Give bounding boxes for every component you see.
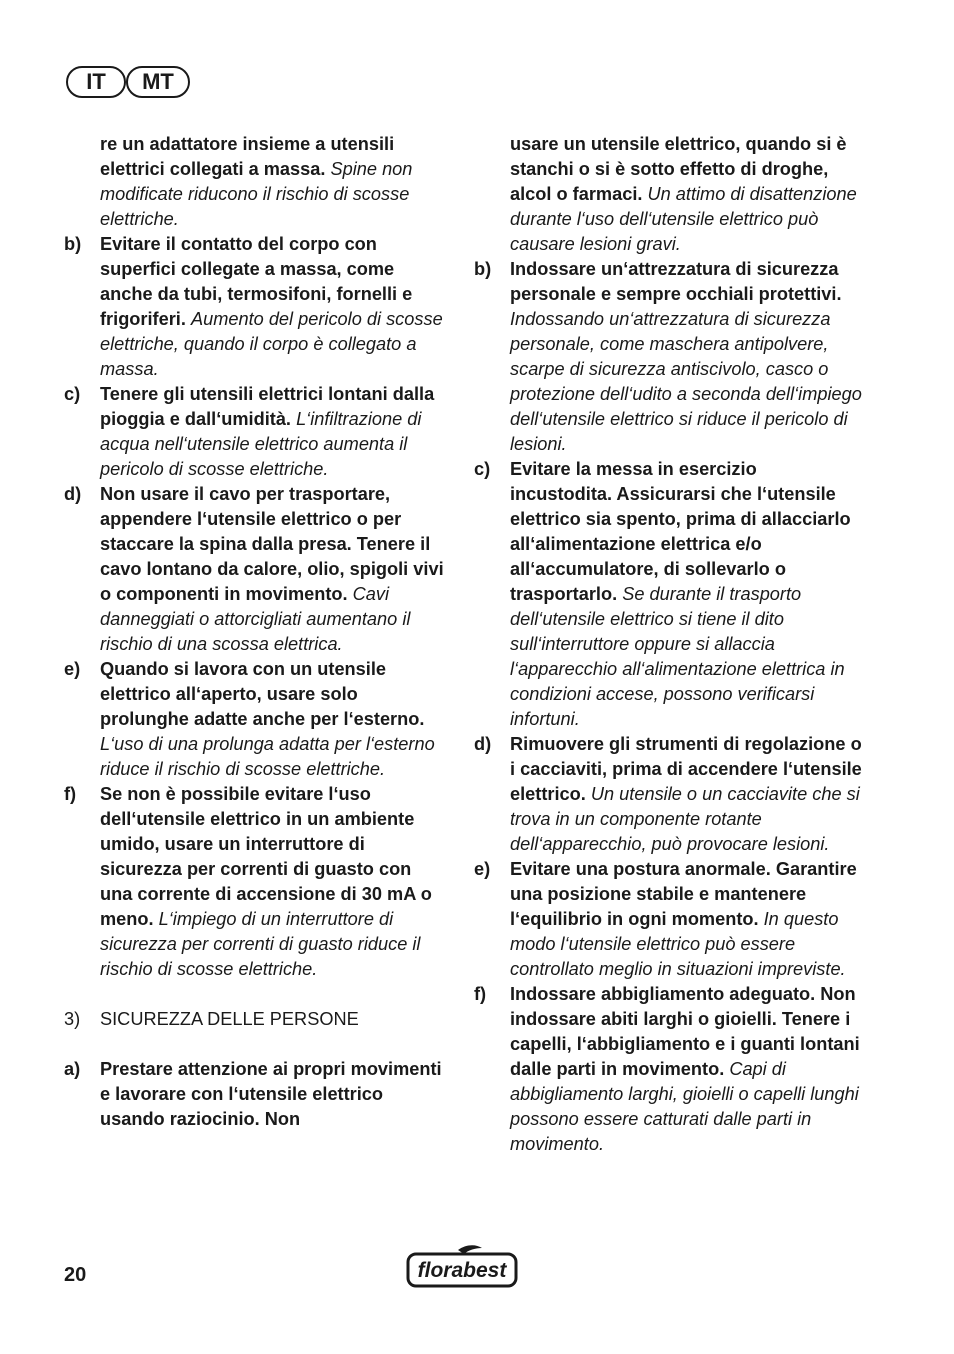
section-heading — [64, 1007, 448, 1032]
item-label: e) — [474, 859, 491, 879]
list-item — [474, 732, 862, 857]
item-italic: Un utensile o un cacciavite che si trova in un componente rotante dell‘apparecchio, può provocare lesioni. — [510, 784, 860, 854]
page-number: 20 — [64, 1264, 87, 1286]
item-italic: L‘impiego di un interruttore di sicurezza per correnti di guasto riduce il rischio di scosse elettriche. — [100, 909, 421, 979]
item-italic: In questo modo l‘utensile elettrico può essere controllato meglio in situazioni impreviste. — [510, 909, 846, 979]
item-label: f) — [64, 784, 77, 804]
item-label: a) — [64, 1059, 81, 1079]
item-label: c) — [64, 384, 81, 404]
item-label: b) — [64, 234, 82, 254]
language-badge-it: IT — [66, 66, 126, 98]
right-column — [474, 132, 862, 1157]
paragraph-italic: Un attimo di disattenzione durante l‘uso dell‘utensile elettrico può causare lesioni gravi. — [510, 184, 857, 254]
list-item — [474, 457, 862, 732]
list-item — [474, 982, 862, 1157]
list-item — [64, 657, 448, 782]
item-label: e) — [64, 659, 81, 679]
item-label: c) — [474, 459, 491, 479]
logo-text: florabest — [417, 1259, 507, 1282]
item-label: b) — [474, 259, 492, 279]
item-italic: Indossando un‘attrezzatura di sicurezza personale, come maschera antipolvere, scarpe di sicurezza antiscivolo, casco o protezione dell‘udito a seconda dell‘impiego dell‘utensile elettrico si riduce il pericolo di lesioni. — [510, 309, 862, 454]
paragraph-bold: re un adattatore insieme a utensili elettrici collegati a massa. — [100, 134, 395, 179]
section-title: SICUREZZA DELLE PERSONE — [100, 1009, 359, 1029]
item-bold: Non usare il cavo per trasportare, appendere l‘utensile elettrico o per staccare la spina dalla presa. Tenere il cavo lontano da calore, olio, spigoli vivi o componenti in movimento. — [100, 484, 444, 604]
item-bold: Indossare abbigliamento adeguato. Non indossare abiti larghi o gioielli. Tenere i capelli, l‘abbigliamento e i guanti lontani dalle parti in movimento. — [510, 984, 860, 1079]
item-italic: Cavi danneggiati o attorcigliati aumentano il rischio di una scossa elettrica. — [100, 584, 411, 654]
item-bold: Evitare la messa in esercizio incustodita. Assicurarsi che l‘utensile elettrico sia spento, prima di allacciarlo all‘alimentazione elettrica e/o all‘accumulatore, di sollevarlo o trasportarlo. — [510, 459, 851, 604]
list-item — [64, 482, 448, 657]
item-italic: Capi di abbigliamento larghi, gioielli o capelli lunghi possono essere catturati dalle parti in movimento. — [510, 1059, 859, 1154]
continued-paragraph — [64, 132, 448, 232]
list-item — [64, 782, 448, 982]
item-italic: L‘infiltrazione di acqua nell‘utensile elettrico aumenta il pericolo di scosse elettriche. — [100, 409, 422, 479]
item-bold: Rimuovere gli strumenti di regolazione o i cacciaviti, prima di accendere l‘utensile elettrico. — [510, 734, 862, 804]
left-column — [64, 132, 448, 1132]
paragraph-italic: Spine non modificate riducono il rischio di scosse elettriche. — [100, 159, 413, 229]
list-item — [474, 857, 862, 982]
item-bold: Quando si lavora con un utensile elettrico all‘aperto, usare solo prolunghe adatte anche per l‘esterno. — [100, 659, 425, 729]
item-label: f) — [474, 984, 487, 1004]
item-bold: Tenere gli utensili elettrici lontani dalla pioggia e dall‘umidità. — [100, 384, 435, 429]
item-label: d) — [474, 734, 492, 754]
item-bold: Prestare attenzione ai propri movimenti e lavorare con l‘utensile elettrico usando raziocinio. Non — [100, 1059, 442, 1129]
list-item — [64, 1057, 448, 1132]
item-italic: L‘uso di una prolunga adatta per l‘esterno riduce il rischio di scosse elettriche. — [100, 734, 435, 779]
florabest-logo — [406, 1242, 518, 1290]
item-bold: Evitare il contatto del corpo con superfici collegate a massa, come anche da tubi, termosifoni, fornelli e frigoriferi. — [100, 234, 413, 329]
paragraph-bold: usare un utensile elettrico, quando si è stanchi o si è sotto effetto di droghe, alcol o farmaci. — [510, 134, 847, 204]
list-item — [64, 232, 448, 382]
list-item — [64, 382, 448, 482]
section-number: 3) — [64, 1009, 81, 1029]
language-badge-mt: MT — [126, 66, 190, 98]
item-italic: Se durante il trasporto dell‘utensile elettrico si tiene il dito sull‘interruttore oppure si allaccia l‘apparecchio all‘alimentazione elettrica in condizioni accese, possono verificarsi infortuni. — [510, 584, 845, 729]
list-item — [474, 257, 862, 457]
item-bold: Indossare un‘attrezzatura di sicurezza personale e sempre occhiali protettivi. — [510, 259, 842, 304]
item-label: d) — [64, 484, 82, 504]
item-italic: Aumento del pericolo di scosse elettriche, quando il corpo è collegato a massa. — [100, 309, 443, 379]
item-bold: Evitare una postura anormale. Garantire una posizione stabile e mantenere l‘equilibrio in ogni momento. — [510, 859, 857, 929]
item-bold: Se non è possibile evitare l‘uso dell‘utensile elettrico in un ambiente umido, usare un interruttore di sicurezza per correnti di guasto con una corrente di accensione di 30 mA o meno. — [100, 784, 432, 929]
continued-paragraph — [474, 132, 862, 257]
